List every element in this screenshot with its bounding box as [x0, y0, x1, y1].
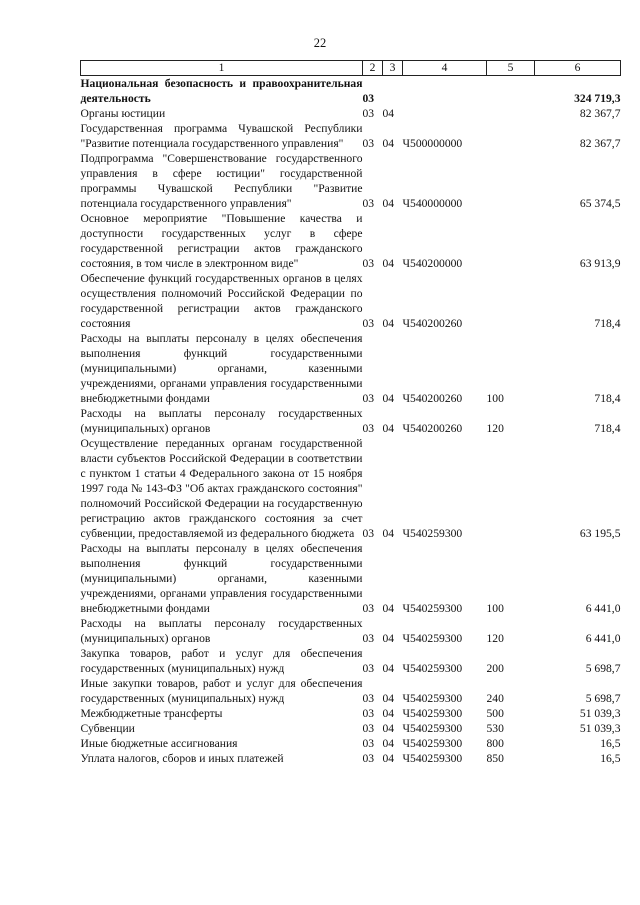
amount: 82 367,7 [579, 107, 621, 120]
amount: 5 698,7 [585, 692, 621, 705]
table-row [81, 676, 621, 706]
section-code: 03 [362, 92, 375, 105]
row-name: Расходы на выплаты персоналу в целях обеспечения выполнения функций государственными (муниципальными) органами, казенными учреждениями, органами управления государственными внебюджетными фондами [80, 542, 363, 615]
row-name: Расходы на выплаты персоналу в целях обеспечения выполнения функций государственными (муниципальными) органами, казенными учреждениями, органами управления государственными внебюджетными фондами [80, 332, 363, 405]
subsection-code: 04 [382, 392, 395, 405]
section-code: 03 [362, 707, 375, 720]
amount: 718,4 [594, 392, 621, 405]
table-row [81, 271, 621, 331]
table-row [81, 736, 621, 751]
table-row [81, 751, 621, 766]
amount: 16,5 [600, 737, 621, 750]
expense-type-code [487, 76, 535, 107]
table-row [81, 406, 621, 436]
target-article-code: Ч500000000 [402, 137, 463, 150]
section-code: 03 [362, 602, 375, 615]
table-row [81, 331, 621, 406]
subsection-code: 04 [382, 662, 395, 675]
target-article-code: Ч540259300 [402, 662, 463, 675]
table-row [81, 706, 621, 721]
amount: 6 441,0 [585, 632, 621, 645]
row-name: Межбюджетные трансферты [80, 707, 223, 720]
row-name: Осуществление переданных органам государственной власти субъектов Российской Федерации в соответствии с пунктом 1 статьи 4 Федерального закона от 15 ноября 1997 года № 143-ФЗ "Об актах гражданского состояния" полномочий Российской Федерации на государственную регистрацию актов гражданского состояния за счет субвенции, предоставляемой из федерального бюджета [80, 437, 363, 540]
budget-table [80, 60, 621, 766]
subsection-code: 04 [382, 257, 395, 270]
target-article-code: Ч540000000 [402, 197, 463, 210]
amount: 718,4 [594, 317, 621, 330]
row-name: Национальная безопасность и правоохранительная деятельность [80, 77, 363, 105]
section-code: 03 [362, 737, 375, 750]
target-article-code: Ч540200000 [402, 257, 463, 270]
expense-type-code [487, 436, 535, 541]
amount: 324 719,3 [574, 92, 621, 105]
section-code: 03 [362, 692, 375, 705]
expense-type-code [487, 211, 535, 271]
amount: 63 195,5 [579, 527, 621, 540]
expense-type-code: 200 [486, 662, 504, 675]
row-name: Уплата налогов, сборов и иных платежей [80, 752, 284, 765]
expense-type-code: 240 [486, 692, 504, 705]
expense-type-code: 500 [486, 707, 504, 720]
target-article-code: Ч540259300 [402, 602, 463, 615]
expense-type-code: 850 [486, 752, 504, 765]
subsection-code: 04 [382, 722, 395, 735]
row-name: Органы юстиции [80, 107, 166, 120]
row-name: Иные закупки товаров, работ и услуг для обеспечения государственных (муниципальных) нужд [80, 677, 363, 705]
target-article-code: Ч540259300 [402, 632, 463, 645]
expense-type-code [487, 151, 535, 211]
expense-type-code: 120 [486, 422, 504, 435]
subsection-code: 04 [382, 527, 395, 540]
target-article-code: Ч540200260 [402, 422, 463, 435]
row-name: Основное мероприятие "Повышение качества и доступности государственных услуг в сфере государственной регистрации актов гражданского состояния, в том числе в электронном виде" [80, 212, 363, 270]
expense-type-code [487, 106, 535, 121]
target-article-code: Ч540200260 [402, 317, 463, 330]
target-article-code: Ч540259300 [402, 737, 463, 750]
expense-type-code: 100 [486, 602, 504, 615]
amount: 16,5 [600, 752, 621, 765]
expense-type-code [487, 271, 535, 331]
target-article-code: Ч540259300 [402, 752, 463, 765]
table-row [81, 121, 621, 151]
table-row [81, 76, 621, 107]
table-row [81, 616, 621, 646]
section-code: 03 [362, 722, 375, 735]
target-article-code: Ч540259300 [402, 707, 463, 720]
expense-type-code: 530 [486, 722, 504, 735]
amount: 63 913,9 [579, 257, 621, 270]
expense-type-code: 800 [486, 737, 504, 750]
section-code: 03 [362, 257, 375, 270]
target-article-code: Ч540200260 [402, 392, 463, 405]
table-row [81, 211, 621, 271]
row-name: Субвенции [80, 722, 135, 735]
target-article-code [403, 106, 487, 121]
table-header-row [81, 61, 621, 76]
page-number: 22 [313, 36, 327, 50]
section-code: 03 [362, 662, 375, 675]
target-article-code [403, 76, 487, 107]
table-row [81, 646, 621, 676]
table-body [81, 76, 621, 767]
amount: 65 374,5 [579, 197, 621, 210]
row-name: Иные бюджетные ассигнования [80, 737, 238, 750]
row-name: Закупка товаров, работ и услуг для обеспечения государственных (муниципальных) нужд [80, 647, 363, 675]
amount: 5 698,7 [585, 662, 621, 675]
column-header: 4 [403, 61, 487, 76]
amount: 51 039,3 [579, 722, 621, 735]
table-row [81, 721, 621, 736]
amount: 51 039,3 [579, 707, 621, 720]
subsection-code: 04 [382, 317, 395, 330]
section-code: 03 [362, 317, 375, 330]
subsection-code: 04 [382, 197, 395, 210]
table-row [81, 106, 621, 121]
section-code: 03 [362, 422, 375, 435]
table-row [81, 151, 621, 211]
expense-type-code: 100 [486, 392, 504, 405]
table-row [81, 541, 621, 616]
target-article-code: Ч540259300 [402, 692, 463, 705]
row-name: Расходы на выплаты персоналу государственных (муниципальных) органов [80, 617, 363, 645]
section-code: 03 [362, 752, 375, 765]
column-header: 3 [383, 61, 403, 76]
subsection-code [383, 76, 403, 107]
amount: 6 441,0 [585, 602, 621, 615]
section-code: 03 [362, 137, 375, 150]
section-code: 03 [362, 392, 375, 405]
amount: 82 367,7 [579, 137, 621, 150]
column-header: 6 [535, 61, 621, 76]
subsection-code: 04 [382, 752, 395, 765]
subsection-code: 04 [382, 632, 395, 645]
expense-type-code [487, 121, 535, 151]
section-code: 03 [362, 527, 375, 540]
subsection-code: 04 [382, 692, 395, 705]
row-name: Расходы на выплаты персоналу государственных (муниципальных) органов [80, 407, 363, 435]
target-article-code: Ч540259300 [402, 722, 463, 735]
target-article-code: Ч540259300 [402, 527, 463, 540]
amount: 718,4 [594, 422, 621, 435]
subsection-code: 04 [382, 707, 395, 720]
subsection-code: 04 [382, 107, 395, 120]
subsection-code: 04 [382, 602, 395, 615]
section-code: 03 [362, 107, 375, 120]
section-code: 03 [362, 632, 375, 645]
row-name: Государственная программа Чувашской Республики "Развитие потенциала государственного управления" [80, 122, 363, 150]
subsection-code: 04 [382, 137, 395, 150]
table-row [81, 436, 621, 541]
section-code: 03 [362, 197, 375, 210]
subsection-code: 04 [382, 737, 395, 750]
column-header: 5 [487, 61, 535, 76]
subsection-code: 04 [382, 422, 395, 435]
row-name: Подпрограмма "Совершенствование государственного управления в сфере юстиции" государственной программы Чувашской Республики "Развитие потенциала государственного управления" [80, 152, 363, 210]
expense-type-code: 120 [486, 632, 504, 645]
row-name: Обеспечение функций государственных органов в целях осуществления полномочий Российской Федерации по государственной регистрации актов гражданского состояния [80, 272, 363, 330]
column-header: 2 [363, 61, 383, 76]
column-header: 1 [81, 61, 363, 76]
